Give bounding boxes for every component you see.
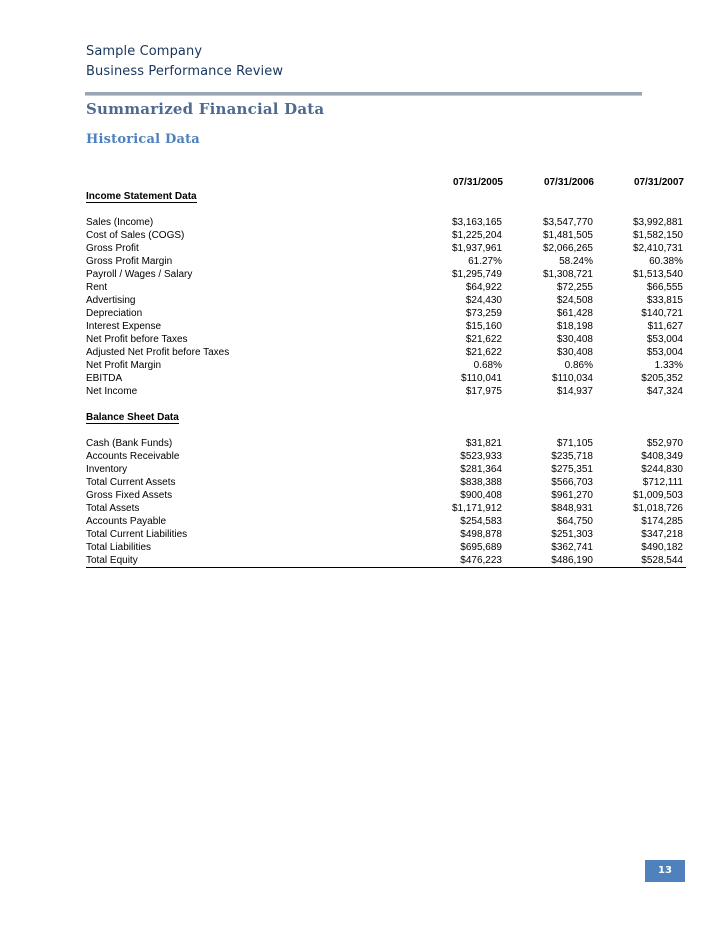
row-value: $47,324: [646, 386, 683, 397]
row-value: $476,223: [460, 555, 502, 566]
row-label: Accounts Receivable: [86, 451, 180, 462]
row-value: $566,703: [551, 477, 593, 488]
row-value: $3,547,770: [542, 217, 593, 228]
table-row: [86, 281, 686, 294]
row-label: Gross Profit Margin: [86, 256, 173, 267]
table-row: [86, 554, 686, 567]
row-label: Net Profit before Taxes: [86, 334, 188, 345]
row-value: $3,992,881: [632, 217, 683, 228]
table-end-rule: [86, 567, 686, 568]
row-value: $408,349: [641, 451, 683, 462]
balance-sheet-title-text: Balance Sheet Data: [86, 412, 179, 423]
row-value: $281,364: [460, 464, 502, 475]
row-value: $15,160: [465, 321, 502, 332]
row-label: Cost of Sales (COGS): [86, 230, 185, 241]
row-value: $205,352: [641, 373, 683, 384]
row-value: $1,513,540: [632, 269, 683, 280]
row-value: $33,815: [646, 295, 683, 306]
column-header-row: [86, 176, 686, 190]
row-value: $523,933: [460, 451, 502, 462]
company-name: Sample Company: [86, 44, 203, 59]
row-value: $3,163,165: [451, 217, 502, 228]
row-label: EBITDA: [86, 373, 123, 384]
table-row: [86, 489, 686, 502]
row-value: $21,622: [465, 334, 502, 345]
page-number-badge: 13: [645, 860, 685, 882]
row-label: Interest Expense: [86, 321, 162, 332]
row-value: $1,018,726: [632, 503, 683, 514]
column-header: 07/31/2005: [452, 177, 503, 188]
row-value: $961,270: [551, 490, 593, 501]
row-value: $52,970: [646, 438, 683, 449]
row-label: Cash (Bank Funds): [86, 438, 173, 449]
row-label: Total Current Assets: [86, 477, 176, 488]
row-value: $1,171,912: [451, 503, 502, 514]
table-row: [86, 502, 686, 515]
row-label: Sales (Income): [86, 217, 154, 228]
row-label: Inventory: [86, 464, 128, 475]
row-value: $2,066,265: [542, 243, 593, 254]
row-value: $110,041: [461, 373, 502, 384]
table-row: [86, 359, 686, 372]
row-value: $712,111: [642, 477, 683, 488]
table-row: [86, 515, 686, 528]
row-value: 1.33%: [654, 360, 683, 371]
row-value: $30,408: [556, 347, 593, 358]
income-statement-rows: [86, 216, 686, 398]
table-row: [86, 307, 686, 320]
row-value: $64,750: [556, 516, 593, 527]
table-row: [86, 268, 686, 281]
row-value: $275,351: [551, 464, 593, 475]
row-value: $1,582,150: [632, 230, 683, 241]
table-row: [86, 255, 686, 268]
table-row: [86, 242, 686, 255]
row-value: $72,255: [556, 282, 593, 293]
table-row: [86, 320, 686, 333]
table-row: [86, 294, 686, 307]
row-value: $900,408: [460, 490, 502, 501]
row-value: $71,105: [556, 438, 593, 449]
row-value: $838,388: [460, 477, 502, 488]
balance-sheet-title: [86, 411, 686, 424]
row-value: $1,009,503: [632, 490, 683, 501]
row-value: 58.24%: [559, 256, 593, 267]
table-row: [86, 476, 686, 489]
income-statement-title-text: Income Statement Data: [86, 191, 197, 202]
row-value: $2,410,731: [632, 243, 683, 254]
subsection-heading: Historical Data: [86, 132, 200, 147]
row-value: $17,975: [465, 386, 502, 397]
row-value: 0.86%: [564, 360, 593, 371]
row-value: $21,622: [465, 347, 502, 358]
row-label: Total Current Liabilities: [86, 529, 188, 540]
row-label: Total Equity: [86, 555, 138, 566]
row-label: Payroll / Wages / Salary: [86, 269, 193, 280]
row-label: Depreciation: [86, 308, 143, 319]
financial-table: [86, 176, 686, 568]
table-row: [86, 528, 686, 541]
row-value: $362,741: [551, 542, 593, 553]
row-value: 60.38%: [649, 256, 683, 267]
row-value: $53,004: [646, 347, 683, 358]
row-value: $1,937,961: [451, 243, 502, 254]
row-value: $24,430: [465, 295, 502, 306]
row-value: $174,285: [641, 516, 683, 527]
table-row: [86, 333, 686, 346]
balance-sheet-rows: [86, 437, 686, 567]
row-label: Total Assets: [86, 503, 140, 514]
row-value: $848,931: [551, 503, 593, 514]
row-value: 0.68%: [473, 360, 502, 371]
row-value: $31,821: [465, 438, 502, 449]
row-value: $1,308,721: [542, 269, 593, 280]
table-row: [86, 385, 686, 398]
row-value: $235,718: [551, 451, 593, 462]
row-label: Total Liabilities: [86, 542, 152, 553]
table-row: [86, 437, 686, 450]
table-row: [86, 216, 686, 229]
row-label: Adjusted Net Profit before Taxes: [86, 347, 230, 358]
row-value: $695,689: [460, 542, 502, 553]
row-value: $347,218: [641, 529, 683, 540]
row-value: $24,508: [556, 295, 593, 306]
row-value: $11,627: [647, 321, 683, 332]
row-value: $486,190: [551, 555, 593, 566]
row-value: $498,878: [460, 529, 502, 540]
row-label: Advertising: [86, 295, 136, 306]
row-value: $1,295,749: [451, 269, 502, 280]
table-row: [86, 541, 686, 554]
row-value: $1,481,505: [542, 230, 593, 241]
row-value: $64,922: [465, 282, 502, 293]
row-value: $14,937: [556, 386, 593, 397]
row-label: Accounts Payable: [86, 516, 167, 527]
row-value: $30,408: [556, 334, 593, 345]
row-value: $110,034: [552, 373, 593, 384]
section-heading: Summarized Financial Data: [86, 100, 325, 118]
table-row: [86, 229, 686, 242]
row-label: Gross Fixed Assets: [86, 490, 173, 501]
row-value: $53,004: [646, 334, 683, 345]
row-value: $490,182: [641, 542, 683, 553]
row-value: 61.27%: [468, 256, 502, 267]
row-value: $1,225,204: [451, 230, 502, 241]
column-header: 07/31/2006: [543, 177, 594, 188]
table-row: [86, 450, 686, 463]
row-label: Gross Profit: [86, 243, 139, 254]
income-statement-title: [86, 190, 686, 203]
row-value: $251,303: [551, 529, 593, 540]
row-value: $244,830: [641, 464, 683, 475]
row-value: $61,428: [556, 308, 593, 319]
row-label: Net Profit Margin: [86, 360, 162, 371]
column-header: 07/31/2007: [633, 177, 684, 188]
row-label: Rent: [86, 282, 108, 293]
header-divider: [85, 92, 642, 96]
row-value: $66,555: [646, 282, 683, 293]
row-value: $528,544: [641, 555, 683, 566]
report-title: Business Performance Review: [86, 64, 284, 79]
row-label: Net Income: [86, 386, 138, 397]
row-value: $254,583: [460, 516, 502, 527]
row-value: $140,721: [641, 308, 683, 319]
table-row: [86, 372, 686, 385]
row-value: $18,198: [556, 321, 593, 332]
table-row: [86, 346, 686, 359]
table-row: [86, 463, 686, 476]
row-value: $73,259: [465, 308, 502, 319]
